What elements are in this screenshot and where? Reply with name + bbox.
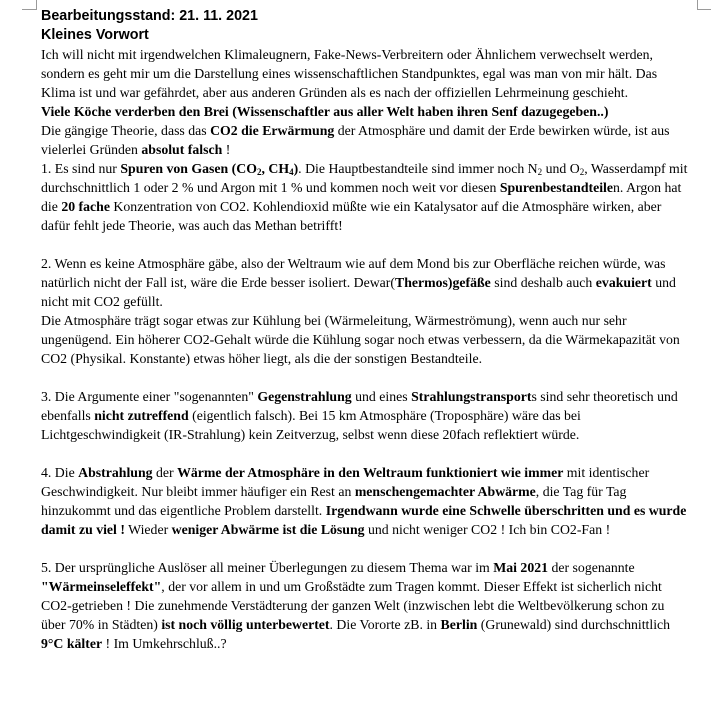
margin-corner-mark	[697, 0, 698, 9]
point-2-continuation: Die Atmosphäre trägt sogar etwas zur Kühlung bei (Wärmeleitung, Wärmeströmung), wenn auch nur sehr ungenügend. Ein höherer CO2-Gehalt würde die Kühlung sogar noch etwas verbessern, da die Wärmekapazität von CO2 (Physikal. Konstante) etwas höher liegt, als die der sonstigen Bestandteile.	[41, 313, 680, 366]
point-3-paragraph: 3. Die Argumente einer "sogenannten" Gegenstrahlung und eines Strahlungstransports sind sehr theoretisch und ebenfalls nicht zutreffend (eigentlich falsch). Bei 15 km Atmosphäre (Troposphäre) wäre das bei Lichtgeschwindigkeit (IR-Strahlung) kein Zeitverzug, selbst wenn diese 20fach reflektiert würde.	[41, 389, 678, 442]
subheading: Viele Köche verderben den Brei (Wissenschaftler aus aller Welt haben ihren Senf dazugegeben..)	[41, 104, 609, 119]
margin-corner-mark	[36, 0, 37, 9]
edit-status-heading: Bearbeitungsstand: 21. 11. 2021	[41, 8, 258, 24]
document-body[interactable]	[41, 7, 691, 653]
point-5-paragraph: 5. Der ursprüngliche Auslöser all meiner Überlegungen zu diesem Thema war im Mai 2021 der sogenannte "Wärmeinseleffekt", der vor allem in und um Großstädte zum Tragen kommt. Dieser Effekt ist sicherlich nicht CO2-getrieben ! Die zunehmende Verstädterung der ganzen Welt (inzwischen lebt die Weltbevölkerung schon zu über 70% in Städten) ist noch völlig unterbewertet. Die Vororte zB. in Berlin (Grunewald) sind durchschnittlich 9°C kälter ! Im Umkehrschluß..?	[41, 560, 671, 651]
point-1-paragraph: 1. Es sind nur Spuren von Gasen ($CO_2$, $CH_4$). Die Hauptbestandteile sind immer noch $N_2$ und $O_2$, Wasserdampf mit durchschnittlich 1 oder 2 % und Argon mit 1 % und kommen noch weit vor diesen Spurenbestandteilen. Argon hat die 20 fache Konzentration von CO2. Kohlendioxid müßte wie ein Katalysator auf die Atmosphäre wirken, aber dafür fehlt jede Theorie, was auch das Methan betrifft!	[41, 161, 688, 233]
point-2-paragraph: 2. Wenn es keine Atmosphäre gäbe, also der Weltraum wie auf dem Mond bis zur Oberfläche reichen würde, was natürlich nicht der Fall ist, wäre die Erde besser isoliert. Dewar(Thermos)gefäße sind deshalb auch evakuiert und nicht mit CO2 gefüllt.	[41, 256, 676, 309]
margin-corner-mark	[22, 9, 37, 10]
intro-paragraph: Ich will nicht mit irgendwelchen Klimaleugnern, Fake-News-Verbreitern oder Ähnlichem verwechselt werden, sondern es geht mir um die Darstellung eines wissenschaftlichen Standpunktes, egal was man von mir hält. Das Klima ist und war gefährdet, aber aus anderen Gründen als es nach der offiziellen Lehrmeinung geschieht.	[41, 47, 658, 100]
margin-corner-mark	[697, 9, 711, 10]
thesis-paragraph: Die gängige Theorie, dass das CO2 die Erwärmung der Atmosphäre und damit der Erde bewirken würde, ist aus vielerlei Gründen absolut falsch !	[41, 123, 670, 157]
point-4-paragraph: 4. Die Abstrahlung der Wärme der Atmosphäre in den Weltraum funktioniert wie immer mit identischer Geschwindigkeit. Nur bleibt immer häufiger ein Rest an menschengemachter Abwärme, die Tag für Tag hinzukommt und das eigentliche Problem darstellt. Irgendwann wurde eine Schwelle überschritten und es wurde damit zu viel ! Wieder weniger Abwärme ist die Lösung und nicht weniger CO2 ! Ich bin CO2-Fan !	[41, 465, 687, 537]
preface-heading: Kleines Vorwort	[41, 27, 149, 43]
